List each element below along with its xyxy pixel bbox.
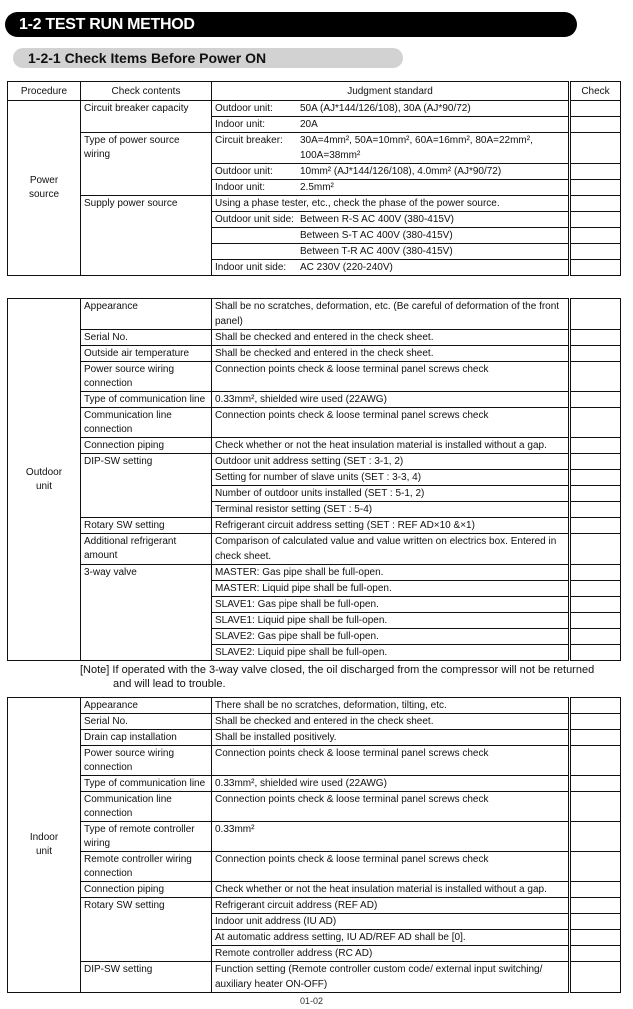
- judgment-standard-cell: [212, 502, 570, 518]
- judgment-value: There shall be no scratches, deformation, tilting, etc.: [215, 700, 447, 711]
- check-box-cell[interactable]: [570, 898, 621, 914]
- judgment-value: Check whether or not the heat insulation material is installed without a gap.: [215, 884, 547, 895]
- judgment-value: Refrigerant circuit address (REF AD): [215, 900, 378, 911]
- judgment-standard-cell: [212, 392, 570, 408]
- judgment-label: Outdoor unit:: [215, 103, 273, 114]
- judgment-text: [215, 486, 424, 501]
- judgment-text: [215, 228, 453, 243]
- check-item-label: Rotary SW setting: [84, 900, 165, 911]
- check-box-cell[interactable]: [570, 914, 621, 930]
- check-item-label: Appearance: [84, 700, 138, 711]
- check-contents-cell: [81, 346, 212, 362]
- check-box-cell[interactable]: [570, 852, 621, 882]
- check-contents-cell: [81, 882, 212, 898]
- judgment-standard-cell: [212, 454, 570, 470]
- judgment-text: [215, 244, 453, 259]
- header-procedure: Procedure: [8, 82, 81, 101]
- judgment-standard-cell: [212, 792, 570, 822]
- judgment-text: [215, 746, 488, 761]
- judgment-standard-cell: [212, 714, 570, 730]
- check-contents-cell: [81, 852, 212, 882]
- table-row: [8, 852, 621, 882]
- judgment-text: [215, 776, 387, 791]
- check-box-cell[interactable]: [570, 454, 621, 470]
- judgment-text: [215, 346, 433, 361]
- check-box-cell[interactable]: [570, 244, 621, 260]
- table-row: [8, 776, 621, 792]
- judgment-value: Shall be no scratches, deformation, etc. (Be careful of deformation of the front panel): [215, 301, 560, 327]
- check-box-cell[interactable]: [570, 438, 621, 454]
- judgment-value: Function setting (Remote controller custom code/ external input switching/ auxiliary heater ON-OFF): [215, 964, 543, 990]
- table-row: [8, 882, 621, 898]
- judgment-standard-cell: [212, 346, 570, 362]
- check-contents-cell: [81, 698, 212, 714]
- check-contents-cell: [81, 565, 212, 661]
- check-box-cell[interactable]: [570, 776, 621, 792]
- judgment-value: Connection points check & loose terminal panel screws check: [215, 410, 489, 421]
- judgment-standard-cell: [212, 260, 570, 276]
- check-box-cell[interactable]: [570, 346, 621, 362]
- table-row: [8, 518, 621, 534]
- judgment-standard-cell: [212, 299, 570, 330]
- judgment-standard-cell: [212, 330, 570, 346]
- judgment-value: Shall be installed positively.: [215, 732, 337, 743]
- judgment-text: [215, 914, 336, 929]
- check-contents-cell: [81, 518, 212, 534]
- table-row: [8, 330, 621, 346]
- judgment-value: 0.33mm², shielded wire used (22AWG): [215, 394, 387, 405]
- check-contents-cell: [81, 776, 212, 792]
- check-box-cell[interactable]: [570, 133, 621, 164]
- judgment-standard-cell: [212, 597, 570, 613]
- judgment-standard-cell: [212, 408, 570, 438]
- judgment-text: [215, 581, 392, 596]
- judgment-text: [215, 133, 533, 163]
- judgment-text: [215, 730, 337, 745]
- judgment-standard-cell: [212, 645, 570, 661]
- judgment-value: SLAVE1: Gas pipe shall be full-open.: [215, 599, 379, 610]
- page-number: 01-02: [300, 996, 324, 1006]
- check-item-label: Drain cap installation: [84, 732, 177, 743]
- judgment-value: Refrigerant circuit address setting (SET : REF AD×10 &×1): [215, 520, 475, 531]
- judgment-text: [215, 438, 547, 453]
- table-row: [8, 438, 621, 454]
- judgment-text: [215, 196, 500, 211]
- judgment-value: 20A: [300, 119, 318, 130]
- judgment-value: Number of outdoor units installed (SET : 5-1, 2): [215, 488, 425, 499]
- check-box-cell[interactable]: [570, 164, 621, 180]
- table-row: [8, 101, 621, 117]
- check-contents-cell: [81, 746, 212, 776]
- judgment-standard-cell: [212, 730, 570, 746]
- subsection-title: 1-2-1 Check Items Before Power ON: [13, 48, 403, 68]
- judgment-text: [215, 362, 488, 377]
- judgment-value: MASTER: Gas pipe shall be full-open.: [215, 567, 384, 578]
- judgment-standard-cell: [212, 362, 570, 392]
- judgment-value: Terminal resistor setting (SET : 5-4): [215, 504, 373, 515]
- check-box-cell[interactable]: [570, 117, 621, 133]
- check-box-cell[interactable]: [570, 822, 621, 852]
- table-row: [8, 962, 621, 993]
- judgment-text: [215, 852, 488, 867]
- check-box-cell[interactable]: [570, 792, 621, 822]
- table-row: [8, 714, 621, 730]
- check-contents-cell: [81, 133, 212, 196]
- judgment-text: [215, 117, 318, 132]
- judgment-label: Circuit breaker:: [215, 135, 283, 146]
- check-contents-cell: [81, 730, 212, 746]
- check-item-label: Communication line connection: [84, 794, 172, 819]
- judgment-text: [215, 898, 377, 913]
- check-item-label: DIP-SW setting: [84, 964, 153, 975]
- judgment-standard-cell: [212, 534, 570, 565]
- check-item-label: DIP-SW setting: [84, 456, 153, 467]
- judgment-standard-cell: [212, 776, 570, 792]
- judgment-text: [215, 946, 372, 961]
- judgment-value: SLAVE1: Liquid pipe shall be full-open.: [215, 615, 388, 626]
- table-row: [8, 730, 621, 746]
- judgment-standard-cell: [212, 930, 570, 946]
- judgment-text: [215, 260, 393, 275]
- judgment-value: 30A=4mm², 50A=10mm², 60A=16mm², 80A=22mm², 100A=38mm²: [300, 135, 533, 161]
- check-box-cell[interactable]: [570, 502, 621, 518]
- check-item-label: Circuit breaker capacity: [84, 103, 189, 114]
- judgment-label: Indoor unit:: [215, 182, 266, 193]
- judgment-standard-cell: [212, 882, 570, 898]
- check-box-cell[interactable]: [570, 486, 621, 502]
- judgment-value: Shall be checked and entered in the check sheet.: [215, 348, 434, 359]
- judgment-value: Connection points check & loose terminal panel screws check: [215, 748, 489, 759]
- judgment-standard-cell: [212, 164, 570, 180]
- check-box-cell[interactable]: [570, 698, 621, 714]
- check-contents-cell: [81, 392, 212, 408]
- procedure-cell: Power source: [8, 101, 81, 276]
- judgment-text: [215, 822, 254, 837]
- judgment-text: [215, 962, 542, 992]
- check-box-cell[interactable]: [570, 196, 621, 212]
- judgment-text: [215, 299, 565, 329]
- check-contents-cell: [81, 196, 212, 276]
- table-row: [8, 534, 621, 565]
- judgment-standard-cell: [212, 133, 570, 164]
- check-item-label: Connection piping: [84, 440, 165, 451]
- judgment-value: Remote controller address (RC AD): [215, 948, 373, 959]
- judgment-text: [215, 212, 454, 227]
- procedure-cell: Indoor unit: [8, 698, 81, 993]
- table-row: [8, 392, 621, 408]
- judgment-standard-cell: [212, 852, 570, 882]
- check-contents-cell: [81, 438, 212, 454]
- check-box-cell[interactable]: [570, 629, 621, 645]
- table-row: [8, 898, 621, 914]
- check-box-cell[interactable]: [570, 534, 621, 565]
- check-item-label: Type of remote controller wiring: [84, 824, 195, 849]
- check-item-label: Appearance: [84, 301, 138, 312]
- check-box-cell[interactable]: [570, 212, 621, 228]
- section-title: 1-2 TEST RUN METHOD: [5, 12, 577, 37]
- judgment-text: [215, 454, 403, 469]
- judgment-value: Connection points check & loose terminal panel screws check: [215, 364, 489, 375]
- check-contents-cell: [81, 362, 212, 392]
- judgment-value: 2.5mm²: [300, 182, 334, 193]
- judgment-standard-cell: [212, 962, 570, 993]
- header-check-contents: Check contents: [81, 82, 212, 101]
- judgment-text: [215, 597, 379, 612]
- check-item-label: Additional refrigerant amount: [84, 536, 177, 561]
- check-box-cell[interactable]: [570, 714, 621, 730]
- check-item-label: Type of communication line: [84, 394, 206, 405]
- table-row: [8, 408, 621, 438]
- check-box-cell[interactable]: [570, 260, 621, 276]
- check-box-cell[interactable]: [570, 362, 621, 392]
- judgment-text: [215, 502, 372, 517]
- judgment-text: [215, 645, 387, 660]
- judgment-text: [215, 408, 488, 423]
- table-row: [8, 362, 621, 392]
- judgment-standard-cell: [212, 518, 570, 534]
- check-box-cell[interactable]: [570, 180, 621, 196]
- judgment-value: SLAVE2: Gas pipe shall be full-open.: [215, 631, 379, 642]
- judgment-value: Comparison of calculated value and value written on electrics box. Entered in check sheet.: [215, 536, 557, 562]
- judgment-text: [215, 698, 447, 713]
- judgment-standard-cell: [212, 746, 570, 776]
- judgment-text: [215, 518, 475, 533]
- check-box-cell[interactable]: [570, 882, 621, 898]
- judgment-standard-cell: [212, 914, 570, 930]
- note-line-1: [Note] If operated with the 3-way valve closed, the oil discharged from the compressor will not be returned: [80, 664, 595, 676]
- judgment-text: [215, 613, 387, 628]
- judgment-standard-cell: [212, 244, 570, 260]
- check-contents-cell: [81, 822, 212, 852]
- judgment-value: Connection points check & loose terminal panel screws check: [215, 854, 489, 865]
- judgment-label: Outdoor unit:: [215, 166, 273, 177]
- judgment-standard-cell: [212, 581, 570, 597]
- judgment-value: SLAVE2: Liquid pipe shall be full-open.: [215, 647, 388, 658]
- outdoor-unit-check-table: [7, 298, 621, 661]
- judgment-standard-cell: [212, 196, 570, 212]
- check-box-cell[interactable]: [570, 565, 621, 581]
- judgment-value: 0.33mm²: [215, 824, 255, 835]
- check-item-label: Rotary SW setting: [84, 520, 165, 531]
- judgment-standard-cell: [212, 228, 570, 244]
- table-row: [8, 299, 621, 330]
- check-box-cell[interactable]: [570, 101, 621, 117]
- header-judgment-standard: Judgment standard: [212, 82, 570, 101]
- check-item-label: Type of communication line: [84, 778, 206, 789]
- check-box-cell[interactable]: [570, 946, 621, 962]
- judgment-text: [215, 470, 421, 485]
- judgment-standard-cell: [212, 565, 570, 581]
- judgment-value: 50A (AJ*144/126/108), 30A (AJ*90/72): [300, 103, 471, 114]
- check-box-cell[interactable]: [570, 645, 621, 661]
- judgment-value: MASTER: Liquid pipe shall be full-open.: [215, 583, 392, 594]
- note-line-2: and will lead to trouble.: [113, 678, 226, 690]
- judgment-standard-cell: [212, 698, 570, 714]
- table-row: [8, 196, 621, 212]
- table-row: [8, 698, 621, 714]
- judgment-text: [215, 534, 565, 564]
- judgment-value: Between T-R AC 400V (380-415V): [300, 246, 453, 257]
- check-contents-cell: [81, 454, 212, 518]
- check-box-cell[interactable]: [570, 930, 621, 946]
- judgment-value: Between S-T AC 400V (380-415V): [300, 230, 453, 241]
- judgment-value: Outdoor unit address setting (SET : 3-1, 2): [215, 456, 404, 467]
- judgment-text: [215, 164, 501, 179]
- judgment-standard-cell: [212, 212, 570, 228]
- judgment-value: Setting for number of slave units (SET : 3-3, 4): [215, 472, 422, 483]
- check-item-label: Communication line connection: [84, 410, 172, 435]
- judgment-text: [215, 930, 466, 945]
- judgment-text: [215, 714, 433, 729]
- check-box-cell[interactable]: [570, 613, 621, 629]
- check-box-cell[interactable]: [570, 581, 621, 597]
- judgment-standard-cell: [212, 438, 570, 454]
- judgment-standard-cell: [212, 180, 570, 196]
- check-item-label: Outside air temperature: [84, 348, 190, 359]
- check-item-label: 3-way valve: [84, 567, 137, 578]
- procedure-cell: Outdoor unit: [8, 299, 81, 661]
- judgment-standard-cell: [212, 101, 570, 117]
- table-row: [8, 792, 621, 822]
- check-contents-cell: [81, 101, 212, 133]
- judgment-value: Shall be checked and entered in the check sheet.: [215, 332, 434, 343]
- judgment-value: Indoor unit address (IU AD): [215, 916, 337, 927]
- judgment-value: At automatic address setting, IU AD/REF AD shall be [0].: [215, 932, 466, 943]
- table-row: [8, 454, 621, 470]
- check-box-cell[interactable]: [570, 518, 621, 534]
- judgment-text: [215, 629, 379, 644]
- judgment-standard-cell: [212, 898, 570, 914]
- indoor-unit-check-table: [7, 697, 621, 993]
- check-item-label: Connection piping: [84, 884, 165, 895]
- check-item-label: Power source wiring connection: [84, 364, 175, 389]
- check-contents-cell: [81, 408, 212, 438]
- header-check: Check: [570, 82, 621, 101]
- check-box-cell[interactable]: [570, 408, 621, 438]
- check-contents-cell: [81, 299, 212, 330]
- check-box-cell[interactable]: [570, 746, 621, 776]
- judgment-text: [215, 101, 471, 116]
- judgment-standard-cell: [212, 486, 570, 502]
- check-contents-cell: [81, 792, 212, 822]
- power-source-check-table: [7, 81, 621, 276]
- table-row: [8, 746, 621, 776]
- judgment-text: [215, 565, 383, 580]
- judgment-standard-cell: [212, 470, 570, 486]
- check-item-label: Serial No.: [84, 716, 128, 727]
- table-row: [8, 565, 621, 581]
- table-row: [8, 133, 621, 164]
- judgment-value: Shall be checked and entered in the check sheet.: [215, 716, 434, 727]
- judgment-value: Check whether or not the heat insulation material is installed without a gap.: [215, 440, 547, 451]
- judgment-label: Indoor unit:: [215, 119, 266, 130]
- check-item-label: Power source wiring connection: [84, 748, 175, 773]
- judgment-text: [215, 882, 547, 897]
- judgment-value: AC 230V (220-240V): [300, 262, 393, 273]
- check-box-cell[interactable]: [570, 299, 621, 330]
- check-box-cell[interactable]: [570, 392, 621, 408]
- judgment-value: 0.33mm², shielded wire used (22AWG): [215, 778, 387, 789]
- judgment-standard-cell: [212, 946, 570, 962]
- check-item-label: Serial No.: [84, 332, 128, 343]
- judgment-value: Using a phase tester, etc., check the phase of the power source.: [215, 198, 500, 209]
- check-item-label: Type of power source wiring: [84, 135, 180, 160]
- check-contents-cell: [81, 330, 212, 346]
- judgment-value: 10mm² (AJ*144/126/108), 4.0mm² (AJ*90/72): [300, 166, 502, 177]
- check-box-cell[interactable]: [570, 597, 621, 613]
- check-box-cell[interactable]: [570, 730, 621, 746]
- judgment-label: Indoor unit side:: [215, 262, 287, 273]
- judgment-text: [215, 392, 387, 407]
- judgment-standard-cell: [212, 822, 570, 852]
- check-contents-cell: [81, 898, 212, 962]
- table-row: [8, 822, 621, 852]
- check-contents-cell: [81, 962, 212, 993]
- table-row: [8, 346, 621, 362]
- judgment-text: [215, 180, 334, 195]
- check-box-cell[interactable]: [570, 330, 621, 346]
- check-contents-cell: [81, 534, 212, 565]
- judgment-standard-cell: [212, 117, 570, 133]
- judgment-text: [215, 792, 488, 807]
- check-box-cell[interactable]: [570, 470, 621, 486]
- check-box-cell[interactable]: [570, 962, 621, 993]
- judgment-standard-cell: [212, 629, 570, 645]
- check-box-cell[interactable]: [570, 228, 621, 244]
- judgment-standard-cell: [212, 613, 570, 629]
- check-item-label: Remote controller wiring connection: [84, 854, 192, 879]
- table-header-row: [8, 82, 621, 101]
- judgment-value: Connection points check & loose terminal panel screws check: [215, 794, 489, 805]
- judgment-label: Outdoor unit side:: [215, 214, 294, 225]
- judgment-value: Between R-S AC 400V (380-415V): [300, 214, 454, 225]
- check-item-label: Supply power source: [84, 198, 178, 209]
- check-contents-cell: [81, 714, 212, 730]
- judgment-text: [215, 330, 433, 345]
